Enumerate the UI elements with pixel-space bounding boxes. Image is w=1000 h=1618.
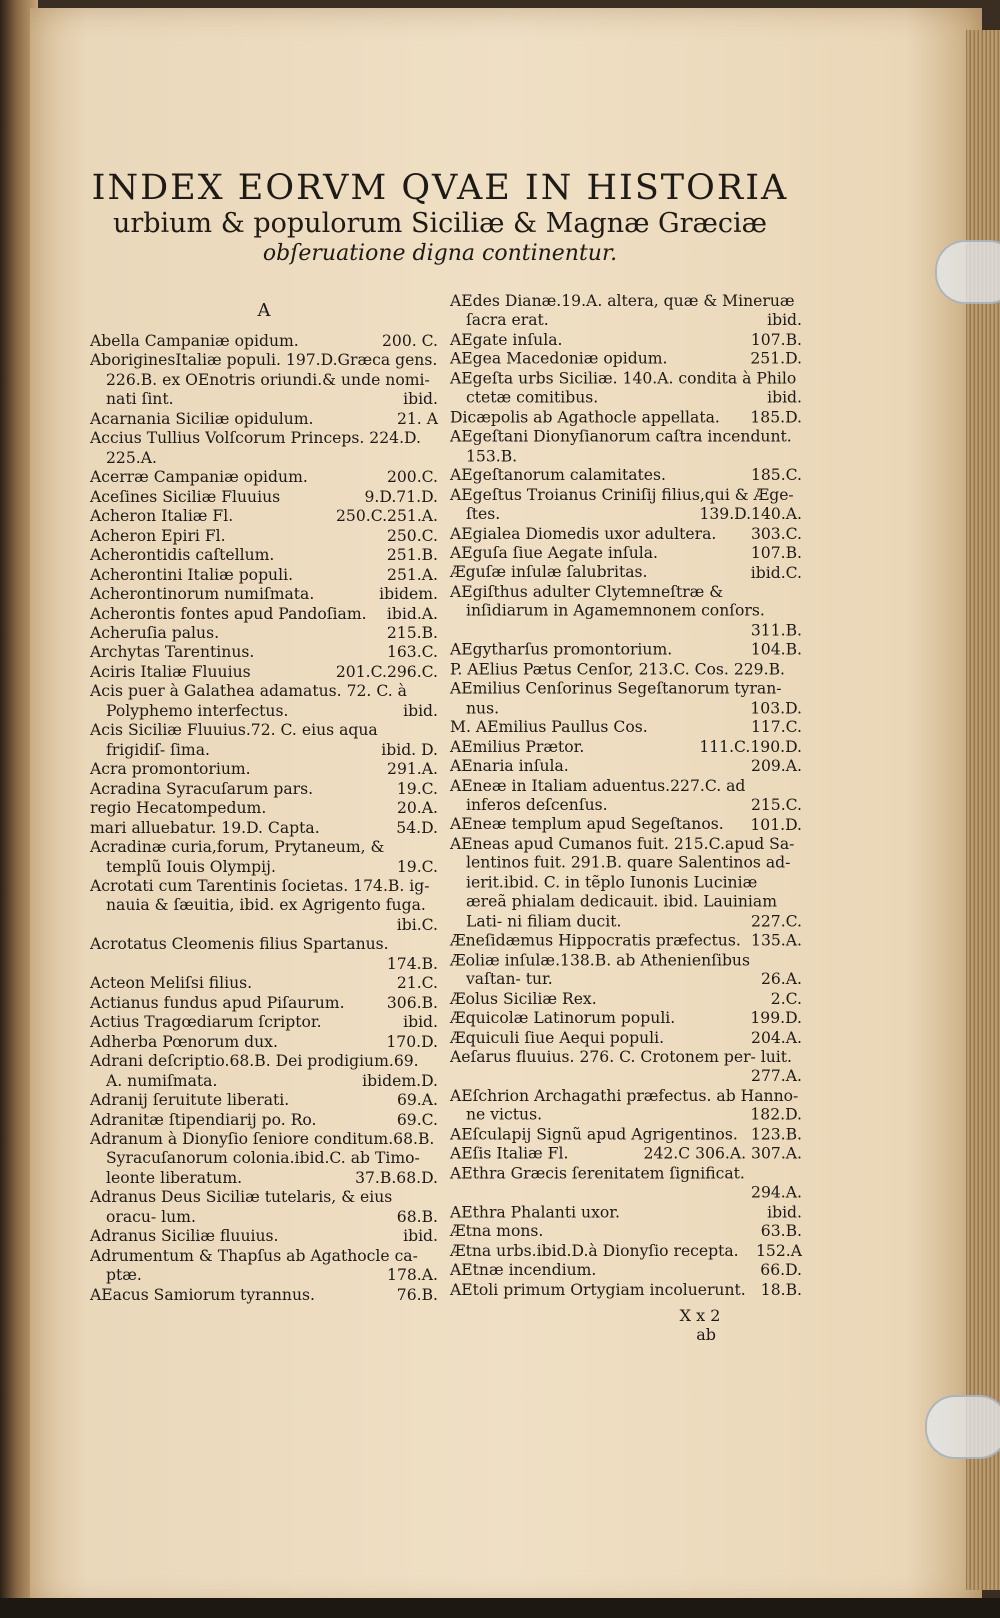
index-entry <box>450 1145 802 1164</box>
entry-text: mari alluebatur. 19.D. Capta. <box>90 818 320 837</box>
entry-page-ref: 21.C. <box>396 974 438 993</box>
index-entry <box>450 680 802 719</box>
entry-text: AEgeſtanorum calamitates. <box>450 466 666 485</box>
entry-text: AEgeſtani Dionyſianorum caſtra incendunt. 153.B. <box>450 427 792 466</box>
index-entry <box>450 1222 802 1241</box>
entry-page-ref: 37.B.68.D. <box>355 1168 438 1187</box>
entry-text: AEacus Samiorum tyrannus. <box>90 1285 315 1304</box>
entry-page-ref: 185.C. <box>750 466 802 485</box>
index-entry <box>450 815 802 834</box>
entry-text: Adranij ſeruitute liberati. <box>90 1091 290 1110</box>
entry-page-ref: 311.B. <box>750 621 802 640</box>
index-entry <box>450 466 802 485</box>
index-entry <box>450 835 802 932</box>
index-entry <box>450 583 802 641</box>
entry-page-ref: 303.C. <box>750 524 802 543</box>
entry-page-ref: 204.A. <box>751 1028 802 1047</box>
entry-text: Acrotatus Cleomenis filius Spartanus. <box>90 935 389 954</box>
index-entry <box>450 951 802 990</box>
index-entry <box>450 757 802 776</box>
entry-page-ref: ibid. <box>403 1013 438 1032</box>
entry-text: Acrotati cum Tarentinis ſocietas. 174.B. ig- nauia & ſæuitia, ibid. ex Agrigento fuga. <box>90 877 430 915</box>
letter-heading: A <box>257 300 271 321</box>
entry-page-ref: ibid.C. <box>750 563 802 582</box>
entry-text: AEgiſthus adulter Clytemneſtræ & inſidiarum in Agamemnonem conſors. <box>450 582 765 621</box>
index-entry <box>450 563 802 582</box>
entry-text: Acradina Syracuſarum pars. <box>90 779 314 798</box>
entry-page-ref: 26.A. <box>760 970 802 989</box>
index-entry <box>90 605 438 624</box>
index-entry <box>450 641 802 660</box>
entry-page-ref: ibid. <box>767 388 802 407</box>
entry-page-ref: 178.A. <box>387 1266 438 1285</box>
bottom-shadow <box>0 1598 1000 1618</box>
entry-page-ref: 199.D. <box>750 1009 802 1028</box>
entry-text: Accius Tullius Volſcorum Princeps. 224.D. 225.A. <box>90 429 421 467</box>
entry-text: Adranus Siciliæ fluuius. <box>90 1227 279 1246</box>
entry-page-ref: ibidem. <box>379 585 438 604</box>
index-entry <box>450 932 802 951</box>
entry-page-ref: ibid. <box>403 701 438 720</box>
entry-page-ref: 200. C. <box>381 332 438 351</box>
index-entry <box>450 350 802 369</box>
entry-text: AEneas apud Cumanos fuit. 215.C.apud Sa- lentinos fuit. 291.B. quare Salentinos ad- ierit.ibid. C. in tẽplo Iunonis Luciniæ æreã phialam dedicauit. ibid. Lauiniam Lati- ni filiam ducit. <box>450 834 795 931</box>
entry-text: Æolus Siciliæ Rex. <box>450 989 597 1008</box>
entry-page-ref: 54.D. <box>396 818 438 837</box>
entry-page-ref: 242.C 306.A. 307.A. <box>643 1144 802 1163</box>
index-entry <box>90 877 438 935</box>
entry-text: Actius Tragœdiarum ſcriptor. <box>90 1013 322 1032</box>
entry-text: Acis Siciliæ Fluuius.72. C. eius aqua frigidiſ- ſima. <box>90 721 378 759</box>
entry-page-ref: 215.B. <box>386 623 438 642</box>
entry-text: Acis puer à Galathea adamatus. 72. C. à Polyphemo interfectus. <box>90 682 407 720</box>
index-entry <box>90 1130 438 1188</box>
index-entry <box>90 410 438 429</box>
entry-text: AEſis Italiæ Fl. <box>450 1144 569 1163</box>
entry-text: Ætna mons. <box>450 1222 544 1241</box>
index-entry <box>90 1052 438 1091</box>
entry-page-ref: 227.C. <box>750 912 802 931</box>
index-entry <box>450 718 802 737</box>
entry-page-ref: 170.D. <box>386 1032 438 1051</box>
index-entry <box>450 1048 802 1087</box>
entry-page-ref: 251.B. <box>386 546 438 565</box>
entry-page-ref: 117.C. <box>750 718 802 737</box>
entry-page-ref: 69.A. <box>396 1091 438 1110</box>
entry-page-ref: 251.D. <box>750 350 802 369</box>
entry-text: AEneæ in Italiam aduentus.227.C. ad inferos deſcenſus. <box>450 776 746 814</box>
entry-text: AEgialea Diomedis uxor adultera. <box>450 524 717 543</box>
entry-text: P. AElius Pætus Cenſor, 213.C. Cos. 229.B. <box>450 660 785 679</box>
index-entry <box>450 428 802 467</box>
entry-text: Adranitæ ſtipendiarij po. Ro. <box>90 1110 317 1129</box>
entry-text: Acra promontorium. <box>90 760 251 779</box>
index-entry <box>90 1033 438 1052</box>
index-entry <box>90 1286 438 1305</box>
index-entry <box>450 331 802 350</box>
entry-page-ref: 123.B. <box>750 1125 802 1144</box>
title-line-1: INDEX EORVM QVAE IN HISTORIA <box>91 168 789 208</box>
index-entry <box>90 507 438 526</box>
entry-text: AEgea Macedoniæ opidum. <box>450 350 668 369</box>
entry-page-ref: 182.D. <box>750 1106 802 1125</box>
signature-mark: X x 2 <box>679 1306 721 1325</box>
right-entries <box>450 292 802 1300</box>
entry-page-ref: 294.A. <box>751 1183 802 1202</box>
index-entry <box>90 819 438 838</box>
index-entry <box>90 527 438 546</box>
entry-text: Acarnania Siciliæ opidulum. <box>90 409 314 428</box>
index-entry <box>450 738 802 757</box>
entry-page-ref: 152.A <box>756 1241 802 1260</box>
title-line-2: urbium & populorum Siciliæ & Magnæ Græciæ <box>112 208 768 239</box>
page-clip-top <box>935 240 1000 304</box>
index-entry <box>90 994 438 1013</box>
index-column-left <box>90 290 438 1305</box>
index-entry <box>90 935 438 974</box>
index-entry <box>450 486 802 525</box>
entry-text: Actianus fundus apud Piſaurum. <box>90 993 345 1012</box>
index-entry <box>450 1009 802 1028</box>
index-entry <box>90 1091 438 1110</box>
index-entry <box>90 1188 438 1227</box>
index-entry <box>90 1013 438 1032</box>
entry-text: Ætna urbs.ibid.D.à Dionyſio recepta. <box>450 1241 739 1260</box>
entry-text: AEneæ templum apud Segeſtanos. <box>450 815 724 834</box>
entry-page-ref: 21. A <box>396 409 438 428</box>
index-entry <box>450 1029 802 1048</box>
entry-text: Æquicolæ Latinorum populi. <box>450 1009 676 1028</box>
entry-text: Aciris Italiæ Fluuius <box>90 662 251 681</box>
entry-text: Adranus Deus Siciliæ tutelaris, & eius oracu- lum. <box>90 1188 393 1226</box>
entry-page-ref: ibid. D. <box>381 740 438 759</box>
entry-page-ref: 76.B. <box>396 1285 438 1304</box>
entry-page-ref: 107.B. <box>750 330 802 349</box>
entry-page-ref: 139.D.140.A. <box>699 505 802 524</box>
index-entry <box>450 544 802 563</box>
entry-page-ref: 277.A. <box>751 1067 802 1086</box>
index-entry <box>450 1126 802 1145</box>
entry-text: AEguſa ſiue Aegate inſula. <box>450 544 658 562</box>
entry-page-ref: 135.A. <box>751 931 802 950</box>
entry-text: AEſculapij Signũ apud Agrigentinos. <box>450 1125 738 1144</box>
entry-text: Abella Campaniæ opidum. <box>90 332 299 350</box>
entry-text: Acherontinorum numiſmata. <box>90 585 315 604</box>
index-entry <box>90 721 438 760</box>
index-entry <box>90 1111 438 1130</box>
entry-text: Adrumentum & Thapſus ab Agathocle ca- ptæ. <box>90 1246 418 1285</box>
entry-text: AEgeſta urbs Siciliæ. 140.A. condita à Philo ctetæ comitibus. <box>450 369 797 407</box>
entry-text: Adherba Pœnorum dux. <box>90 1032 278 1051</box>
entry-page-ref: 68.B. <box>396 1207 438 1226</box>
entry-text: AEthra Græcis ſerenitatem ſignificat. <box>450 1164 745 1183</box>
entry-page-ref: 251.A. <box>387 565 438 584</box>
index-entry <box>90 974 438 993</box>
entry-text: Acherontis fontes apud Pandoſiam. <box>90 604 367 623</box>
entry-text: Acherontini Italiæ populi. <box>90 565 294 584</box>
entry-text: AEnaria inſula. <box>450 757 569 776</box>
index-entry <box>450 990 802 1009</box>
index-entry <box>90 468 438 487</box>
entry-text: Dicæpolis ab Agathocle appellata. <box>450 408 720 427</box>
entry-page-ref: ibidem.D. <box>362 1071 438 1090</box>
index-entry <box>90 351 438 409</box>
entry-text: AEthra Phalanti uxor. <box>450 1203 620 1221</box>
index-entry <box>450 370 802 409</box>
entry-page-ref: 69.C. <box>396 1110 438 1129</box>
entry-text: AEſchrion Archagathi præfectus. ab Hanno- ne victus. <box>450 1086 799 1125</box>
index-entry <box>90 799 438 818</box>
entry-page-ref: 107.B. <box>750 544 802 562</box>
index-entry <box>90 488 438 507</box>
index-entry <box>450 525 802 544</box>
entry-text: Acheron Epiri Fl. <box>90 526 226 545</box>
index-entry <box>90 429 438 468</box>
index-entry <box>450 1164 802 1203</box>
index-entry <box>450 1261 802 1280</box>
entry-text: Æquiculi ſiue Aequi populi. <box>450 1028 665 1047</box>
catchword-line <box>660 1306 800 1344</box>
entry-page-ref: 2.C. <box>770 989 802 1008</box>
entry-page-ref: 209.A. <box>751 757 802 776</box>
index-entry <box>90 546 438 565</box>
entry-page-ref: 185.D. <box>750 408 802 427</box>
entry-text: Æoliæ inſulæ.138.B. ab Athenienſibus vaſtan- tur. <box>450 951 750 989</box>
entry-text: Archytas Tarentinus. <box>90 643 255 662</box>
entry-page-ref: 18.B. <box>760 1280 802 1299</box>
entry-text: AEgytharſus promontorium. <box>450 640 673 659</box>
entry-page-ref: 19.C. <box>396 857 438 876</box>
entry-text: Aceſines Siciliæ Fluuius <box>90 487 281 506</box>
entry-page-ref: 104.B. <box>750 640 802 659</box>
entry-text: M. AEmilius Paullus Cos. <box>450 718 648 737</box>
entry-text: Aeſarus fluuius. 276. C. Crotonem per- luit. <box>450 1047 792 1066</box>
index-entry <box>90 780 438 799</box>
entry-page-ref: 63.B. <box>760 1222 802 1241</box>
index-entry <box>450 1242 802 1261</box>
index-entry <box>90 624 438 643</box>
entry-text: AEgeſtus Troianus Criniſij filius,qui & Æge- ſtes. <box>450 485 794 524</box>
entry-text: AboriginesItaliæ populi. 197.D.Græca gens. 226.B. ex OEnotris oriundi.& unde nomi- nati ſint. <box>90 351 438 409</box>
entry-page-ref: 19.C. <box>396 779 438 798</box>
entry-page-ref: 306.B. <box>386 993 438 1012</box>
index-entry <box>90 1247 438 1286</box>
entry-page-ref: 103.D. <box>750 699 802 717</box>
entry-page-ref: 250.C. <box>386 526 438 545</box>
left-entries <box>90 332 438 1305</box>
index-entry <box>90 760 438 779</box>
entry-page-ref: 9.D.71.D. <box>364 487 438 506</box>
entry-page-ref: 174.B. <box>386 954 438 973</box>
entry-text: AEmilius Prætor. <box>450 737 585 756</box>
entry-page-ref: 66.D. <box>760 1261 802 1280</box>
entry-text: Adranum à Dionyſio ſeniore conditum.68.B. Syracuſanorum colonia.ibid.C. ab Timo- leonte liberatum. <box>90 1130 435 1187</box>
index-entry <box>450 660 802 679</box>
index-entry <box>90 566 438 585</box>
index-column-right <box>450 292 802 1300</box>
entry-text: Æguſæ inſulæ ſalubritas. <box>450 563 648 582</box>
entry-text: Acteon Meliſsi filius. <box>90 974 253 993</box>
entry-page-ref: 250.C.251.A. <box>336 507 438 526</box>
entry-text: Acheruſia palus. <box>90 623 220 642</box>
entry-text: Acerræ Campaniæ opidum. <box>90 468 308 487</box>
entry-page-ref: 111.C.190.D. <box>699 737 802 756</box>
index-entry <box>90 332 438 351</box>
page-clip-bottom <box>925 1395 1000 1459</box>
index-entry <box>450 408 802 427</box>
index-entry <box>90 1227 438 1246</box>
entry-page-ref: ibid. <box>403 1227 438 1246</box>
entry-page-ref: 215.C. <box>750 796 802 814</box>
catchword: ab <box>696 1325 716 1344</box>
index-entry <box>450 1281 802 1300</box>
index-entry <box>90 682 438 721</box>
index-entry <box>90 838 438 877</box>
entry-text: Acradinæ curia,forum, Prytaneum, & templũ Iouis Olympij. <box>90 838 385 876</box>
entry-text: AEdes Dianæ.19.A. altera, quæ & Mineruæ ſacra erat. <box>450 292 795 330</box>
entry-page-ref: ibid. <box>767 311 802 330</box>
entry-text: AEtoli primum Ortygiam incoluerunt. <box>450 1280 746 1299</box>
entry-text: AEgate inſula. <box>450 330 563 349</box>
entry-page-ref: ibi.C. <box>396 915 438 934</box>
index-title <box>60 168 820 268</box>
index-entry <box>90 663 438 682</box>
entry-page-ref: ibid. <box>767 1203 802 1221</box>
entry-text: AEtnæ incendium. <box>450 1261 597 1280</box>
entry-text: Acherontidis caſtellum. <box>90 546 275 565</box>
entry-text: Adrani deſcriptio.68.B. Dei prodigium.69. A. numiſmata. <box>90 1052 419 1090</box>
entry-page-ref: 163.C. <box>386 643 438 662</box>
entry-page-ref: 291.A. <box>387 760 438 779</box>
entry-text: AEmilius Cenſorinus Segeſtanorum tyran- nus. <box>450 679 782 717</box>
entry-page-ref: ibid.A. <box>386 604 438 623</box>
index-entry <box>90 585 438 604</box>
title-line-3: obſeruatione digna continentur. <box>262 241 618 266</box>
entry-text: regio Hecatompedum. <box>90 799 267 818</box>
entry-page-ref: 20.A. <box>396 799 438 818</box>
index-entry <box>450 777 802 816</box>
entry-page-ref: ibid. <box>403 390 438 409</box>
index-entry <box>450 292 802 331</box>
entry-text: Acheron Italiæ Fl. <box>90 507 234 526</box>
index-entry <box>450 1203 802 1222</box>
entry-text: Æneſidæmus Hippocratis præfectus. <box>450 931 741 950</box>
entry-page-ref: 200.C. <box>386 468 438 487</box>
entry-page-ref: 101.D. <box>750 815 802 834</box>
index-entry <box>90 643 438 662</box>
entry-page-ref: 201.C.296.C. <box>335 662 438 681</box>
index-entry <box>450 1087 802 1126</box>
